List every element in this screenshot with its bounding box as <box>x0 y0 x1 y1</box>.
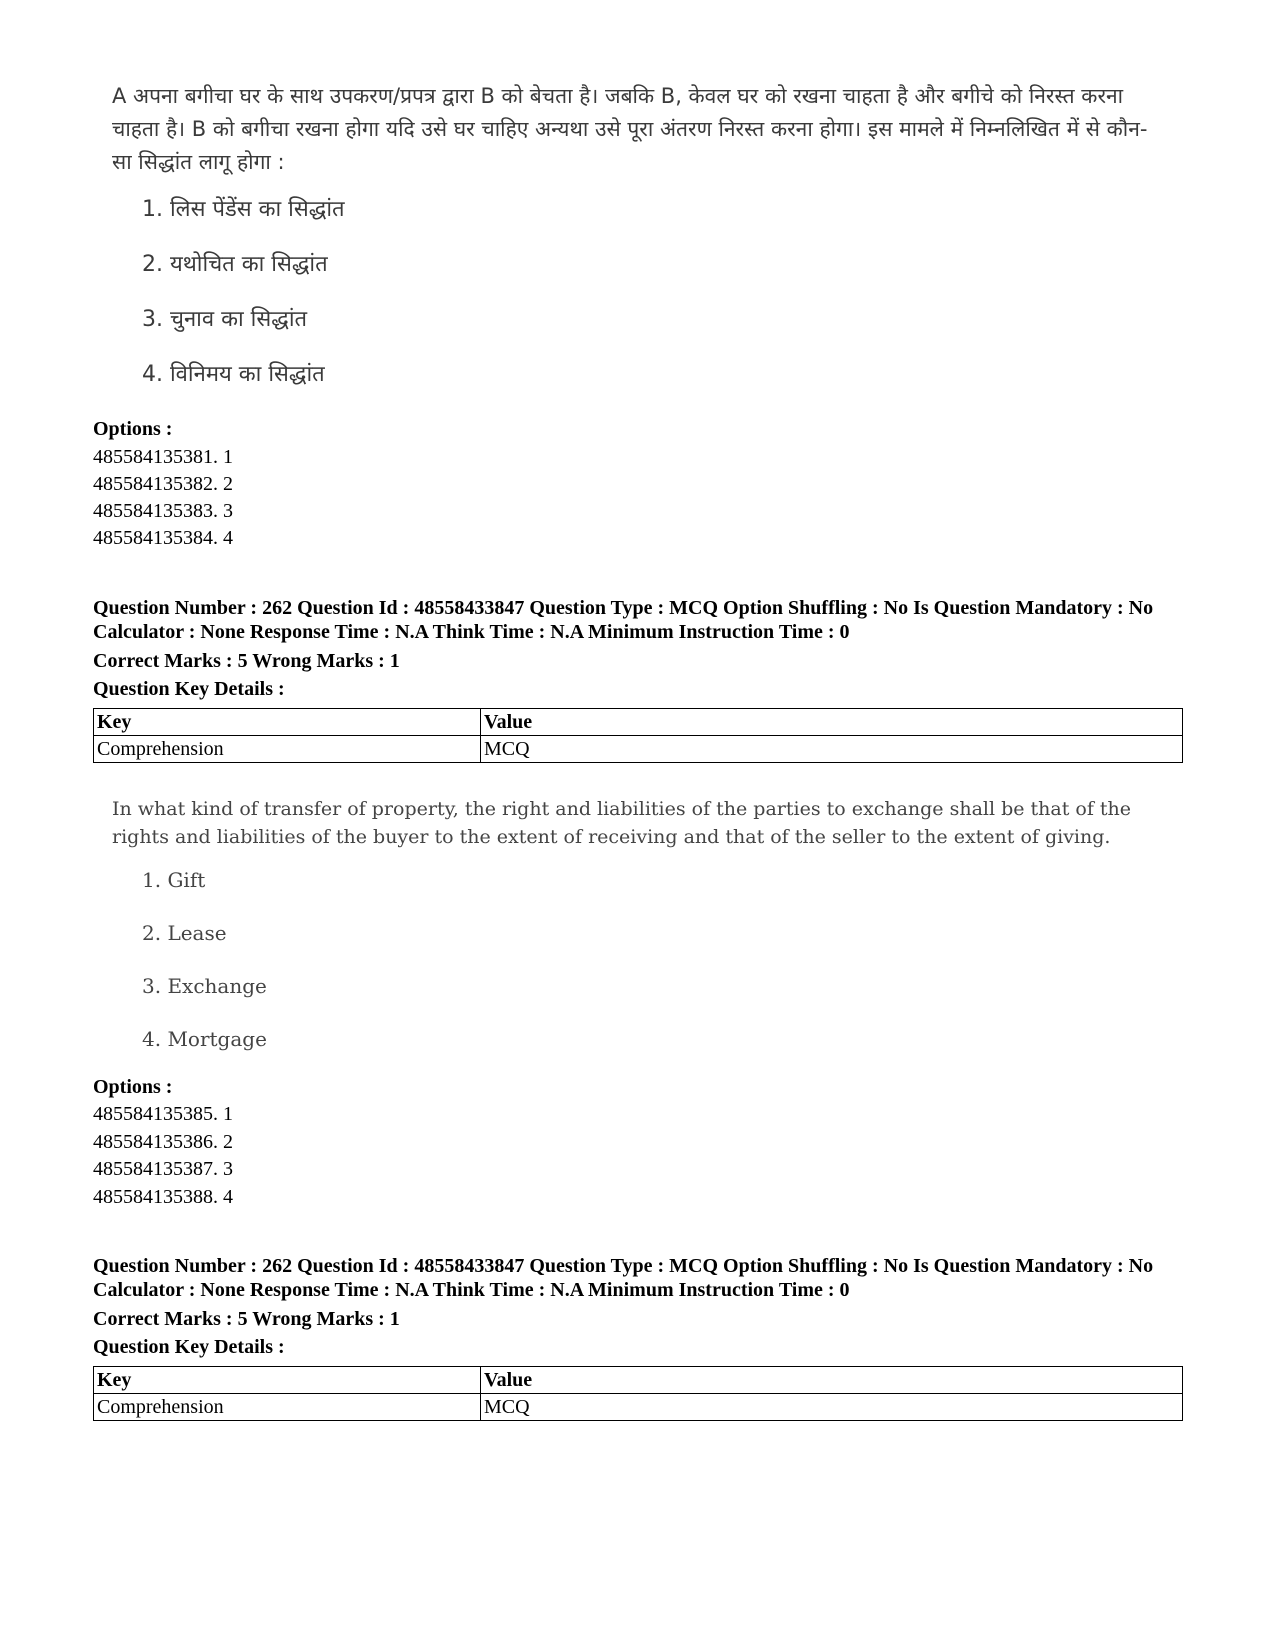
question1-options-label: Options : <box>93 418 173 440</box>
question2-choice: 2. Lease <box>142 921 227 945</box>
question2-options-label: Options : <box>93 1076 173 1098</box>
question2-choice: 4. Mortgage <box>142 1027 267 1051</box>
table-header-cell: Key <box>94 709 481 736</box>
table-row <box>94 736 1183 763</box>
question1-stem: A अपना बगीचा घर के साथ उपकरण/प्रपत्र द्वारा B को बेचता है। जबकि B, केवल घर को रखना चाहता है और बगीचे को निरस्त करना चाहता है। B को बगीचा रखना होगा यदि उसे घर चाहिए अन्यथा उसे पूरा अंतरण निरस्त करना होगा। इस मामले में निम्नलिखित में से कौन-सा सिद्धांत लागू होगा : <box>112 84 1148 174</box>
question2-key-table <box>93 708 1183 763</box>
question2-option: 485584135385. 1 <box>93 1103 233 1125</box>
question3-key-details-label: Question Key Details : <box>93 1336 285 1358</box>
table-header-cell: Key <box>94 1367 481 1394</box>
question1-option: 485584135383. 3 <box>93 500 233 522</box>
table-row <box>94 1394 1183 1421</box>
table-header-cell: Value <box>481 1367 1183 1394</box>
table-cell: MCQ <box>481 1394 1183 1421</box>
question1-option: 485584135384. 4 <box>93 527 233 549</box>
question3-marks: Correct Marks : 5 Wrong Marks : 1 <box>93 1308 400 1330</box>
question2-option: 485584135387. 3 <box>93 1158 233 1180</box>
table-header-row <box>94 1367 1183 1394</box>
question2-marks: Correct Marks : 5 Wrong Marks : 1 <box>93 650 400 672</box>
question1-option: 485584135381. 1 <box>93 446 233 468</box>
table-header-row <box>94 709 1183 736</box>
question3-key-table <box>93 1366 1183 1421</box>
question2-choice: 3. Exchange <box>142 974 267 998</box>
question1-choice: 2. यथोचित का सिद्धांत <box>142 252 328 277</box>
question3-meta: Question Number : 262 Question Id : 48558433847 Question Type : MCQ Option Shuffling : No Is Question Mandatory : No Calculator : None Response Time : N.A Think Time : N.A Minimum Instruction Time : 0 <box>93 1255 1154 1301</box>
question2-option: 485584135386. 2 <box>93 1131 233 1153</box>
question2-key-details-label: Question Key Details : <box>93 678 285 700</box>
question1-option: 485584135382. 2 <box>93 473 233 495</box>
question1-choice: 4. विनिमय का सिद्धांत <box>142 362 325 387</box>
question2-stem: In what kind of transfer of property, the right and liabilities of the parties to exchange shall be that of the rights and liabilities of the buyer to the extent of receiving and that of the seller to the extent of giving. <box>112 798 1132 848</box>
question1-choice: 3. चुनाव का सिद्धांत <box>142 307 308 332</box>
table-cell: MCQ <box>481 736 1183 763</box>
table-header-cell: Value <box>481 709 1183 736</box>
question2-meta: Question Number : 262 Question Id : 48558433847 Question Type : MCQ Option Shuffling : No Is Question Mandatory : No Calculator : None Response Time : N.A Think Time : N.A Minimum Instruction Time : 0 <box>93 597 1154 643</box>
table-cell: Comprehension <box>94 736 481 763</box>
question2-option: 485584135388. 4 <box>93 1186 233 1208</box>
question2-choice: 1. Gift <box>142 868 206 892</box>
question1-choice: 1. लिस पेंडेंस का सिद्धांत <box>142 197 345 222</box>
table-cell: Comprehension <box>94 1394 481 1421</box>
